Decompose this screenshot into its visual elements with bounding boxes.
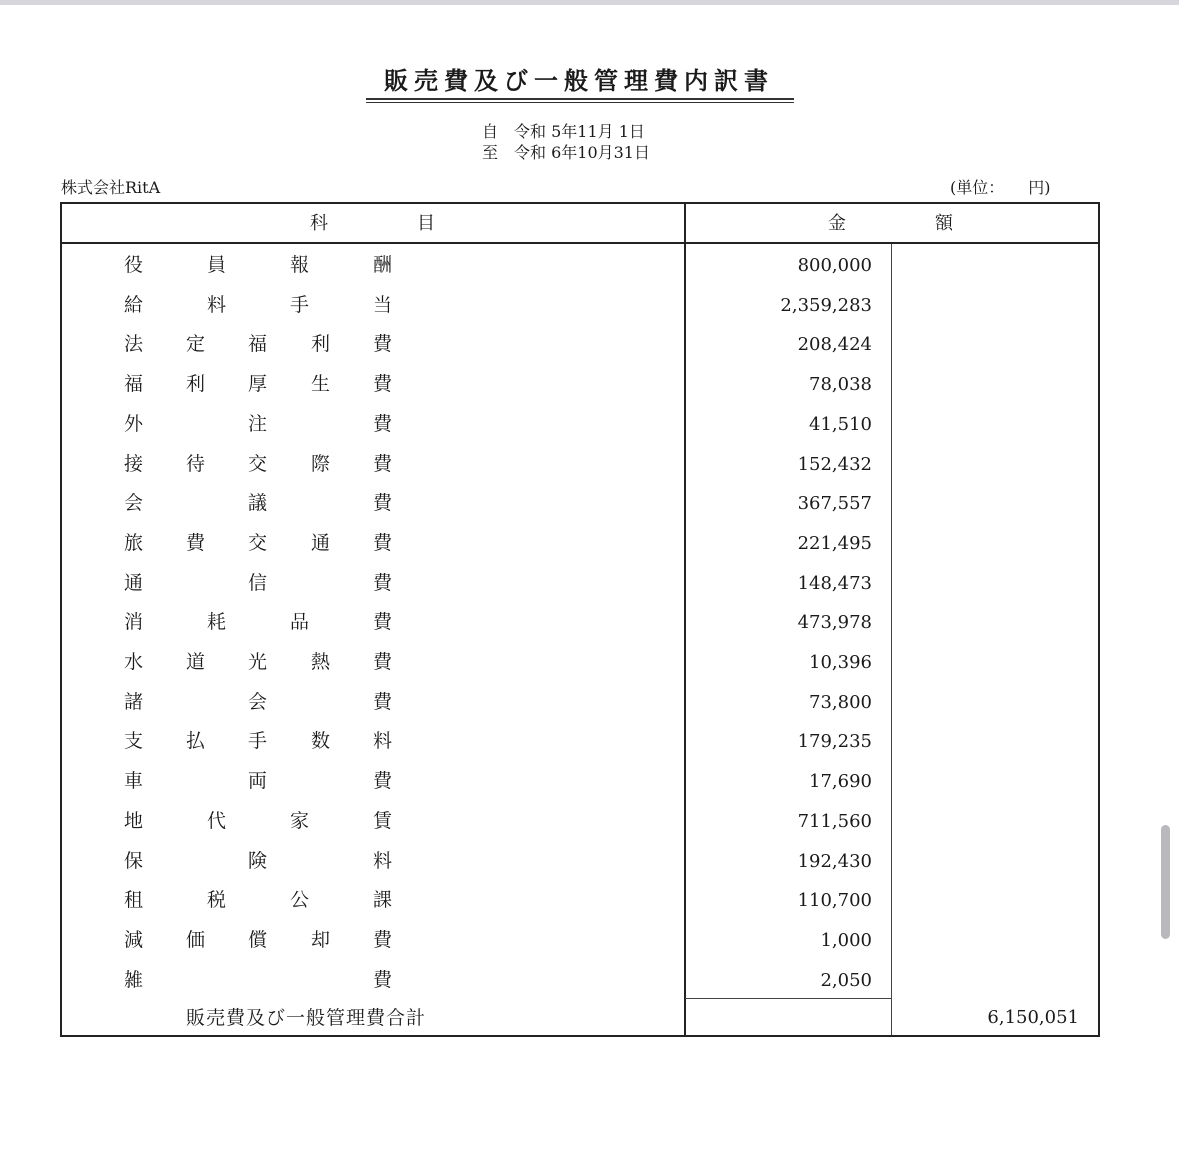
- account-name-char: 接: [124, 452, 144, 475]
- expense-table: [60, 202, 1100, 1037]
- account-name-char: 福: [248, 333, 268, 356]
- row-amount: 800,000: [797, 255, 872, 276]
- title-double-underline: [366, 102, 794, 103]
- account-name-char: 光: [248, 651, 268, 673]
- account-name-char: 員: [207, 254, 227, 276]
- account-name-char: 通: [311, 531, 331, 554]
- account-name-char: 外: [124, 412, 144, 435]
- account-name-char: 費: [186, 531, 206, 554]
- document-title: 販売費及び一般管理費内訳書: [384, 66, 774, 95]
- period-from: 自 令和 5年11月 1日: [482, 122, 645, 141]
- account-name-char: 通: [124, 571, 144, 594]
- account-name-char: 償: [248, 928, 268, 951]
- row-amount: 179,235: [797, 731, 872, 753]
- table-row: [62, 921, 1098, 960]
- row-amount: 73,800: [809, 691, 872, 713]
- account-name-char: 払: [186, 730, 206, 753]
- table-row: [62, 842, 1098, 881]
- row-amount: 221,495: [797, 532, 872, 554]
- account-name-char: 福: [124, 373, 144, 396]
- account-name-char: 租: [124, 889, 144, 912]
- account-name-char: 信: [248, 571, 268, 594]
- account-name-char: 生: [311, 373, 331, 396]
- account-name-char: 注: [248, 412, 268, 435]
- account-name-char: 家: [290, 809, 310, 832]
- account-name-char: 酬: [373, 254, 393, 276]
- table-row: [62, 683, 1098, 722]
- account-name-char: 地: [124, 809, 144, 832]
- row-amount: 78,038: [809, 374, 872, 396]
- table-row: [62, 365, 1098, 404]
- table-row: [62, 722, 1098, 761]
- table-row: [62, 325, 1098, 364]
- account-name-char: 報: [290, 254, 310, 276]
- account-name-char: 費: [373, 452, 393, 475]
- window-top-border: [0, 0, 1179, 5]
- account-name-char: 法: [124, 333, 144, 356]
- vertical-scrollbar[interactable]: [1161, 825, 1170, 939]
- row-amount: 208,424: [797, 334, 872, 356]
- table-row: [62, 445, 1098, 484]
- account-name-char: 給: [124, 293, 144, 316]
- header-amount-char-2: 額: [935, 213, 953, 234]
- row-amount: 41,510: [809, 413, 872, 435]
- account-name-char: 税: [207, 889, 227, 912]
- row-amount: 192,430: [797, 850, 872, 872]
- table-row: [62, 286, 1098, 325]
- row-amount: 2,050: [820, 969, 872, 991]
- account-name-char: 費: [373, 333, 393, 356]
- account-name-char: 車: [124, 770, 144, 793]
- account-name-char: 役: [124, 254, 144, 276]
- account-name-char: 費: [373, 968, 393, 991]
- account-name-char: 手: [248, 730, 268, 753]
- account-name-char: 費: [373, 373, 393, 396]
- account-name-char: 利: [311, 333, 331, 356]
- table-row: [62, 246, 1098, 285]
- title-underline: [366, 98, 794, 100]
- account-name-char: 定: [186, 333, 206, 356]
- table-row: [62, 484, 1098, 523]
- table-row: [62, 802, 1098, 841]
- row-amount: 367,557: [797, 493, 872, 515]
- account-name-char: 費: [373, 611, 393, 634]
- account-name-char: 却: [311, 928, 331, 951]
- account-name-char: 会: [248, 690, 268, 713]
- account-name-char: 課: [373, 889, 393, 912]
- account-name-char: 費: [373, 492, 393, 515]
- row-amount: 152,432: [797, 453, 872, 475]
- account-name-char: 険: [248, 849, 268, 872]
- table-row: [62, 881, 1098, 920]
- account-name-char: 水: [124, 651, 144, 673]
- account-name-char: 議: [248, 492, 268, 515]
- account-name-char: 費: [373, 770, 393, 793]
- table-row: [62, 643, 1098, 682]
- account-name-char: 両: [248, 770, 268, 793]
- row-amount: 473,978: [797, 612, 872, 634]
- header-divider: [62, 242, 1098, 244]
- row-amount: 17,690: [809, 771, 872, 793]
- account-name-char: 厚: [248, 373, 268, 396]
- account-name-char: 代: [207, 809, 227, 832]
- account-name-char: 費: [373, 928, 393, 951]
- account-name-char: 数: [311, 730, 331, 753]
- period-to: 至 令和 6年10月31日: [482, 143, 650, 162]
- account-name-char: 耗: [207, 611, 227, 634]
- account-name-char: 費: [373, 651, 393, 673]
- account-name-char: 当: [373, 293, 393, 316]
- account-name-char: 減: [124, 928, 144, 951]
- account-name-char: 利: [186, 373, 206, 396]
- account-name-char: 公: [290, 889, 310, 912]
- account-name-char: 費: [373, 412, 393, 435]
- total-label: 販売費及び一般管理費合計: [186, 1007, 427, 1029]
- account-name-char: 費: [373, 690, 393, 713]
- table-row: [62, 524, 1098, 563]
- account-name-char: 料: [373, 849, 393, 872]
- account-name-char: 交: [248, 531, 268, 554]
- row-amount: 1,000: [820, 929, 872, 951]
- account-name-char: 料: [207, 293, 227, 316]
- account-name-char: 保: [124, 849, 144, 872]
- table-row: [62, 961, 1098, 1000]
- account-name-char: 賃: [373, 809, 393, 832]
- account-name-char: 熱: [311, 651, 331, 673]
- table-row: [62, 603, 1098, 642]
- account-name-char: 料: [373, 730, 393, 753]
- total-amount: 6,150,051: [987, 1007, 1079, 1028]
- account-name-char: 費: [373, 531, 393, 554]
- account-name-char: 支: [124, 730, 144, 753]
- account-name-char: 旅: [124, 531, 144, 554]
- row-amount: 148,473: [797, 572, 872, 594]
- account-name-char: 価: [186, 928, 206, 951]
- account-name-char: 待: [186, 452, 206, 475]
- table-row: [62, 762, 1098, 801]
- account-name-char: 交: [248, 452, 268, 475]
- account-name-char: 品: [290, 611, 310, 634]
- row-amount: 110,700: [797, 890, 872, 912]
- row-amount: 2,359,283: [780, 294, 872, 316]
- company-name: 株式会社RitA: [61, 178, 161, 197]
- account-name-char: 道: [186, 651, 206, 673]
- table-row: [62, 564, 1098, 603]
- account-name-char: 消: [124, 611, 144, 634]
- header-amount-char-1: 金: [828, 213, 846, 234]
- account-name-char: 際: [311, 452, 331, 475]
- header-subject-char-2: 目: [417, 213, 435, 234]
- row-amount: 10,396: [809, 652, 872, 673]
- account-name-char: 手: [290, 293, 310, 316]
- table-row: [62, 405, 1098, 444]
- account-name-char: 会: [124, 492, 144, 515]
- account-name-char: 費: [373, 571, 393, 594]
- header-subject-char-1: 科: [310, 213, 328, 234]
- account-name-char: 諸: [124, 690, 144, 713]
- account-name-char: 雑: [124, 968, 144, 991]
- unit-label: (単位： 円): [950, 178, 1051, 197]
- row-amount: 711,560: [797, 810, 872, 832]
